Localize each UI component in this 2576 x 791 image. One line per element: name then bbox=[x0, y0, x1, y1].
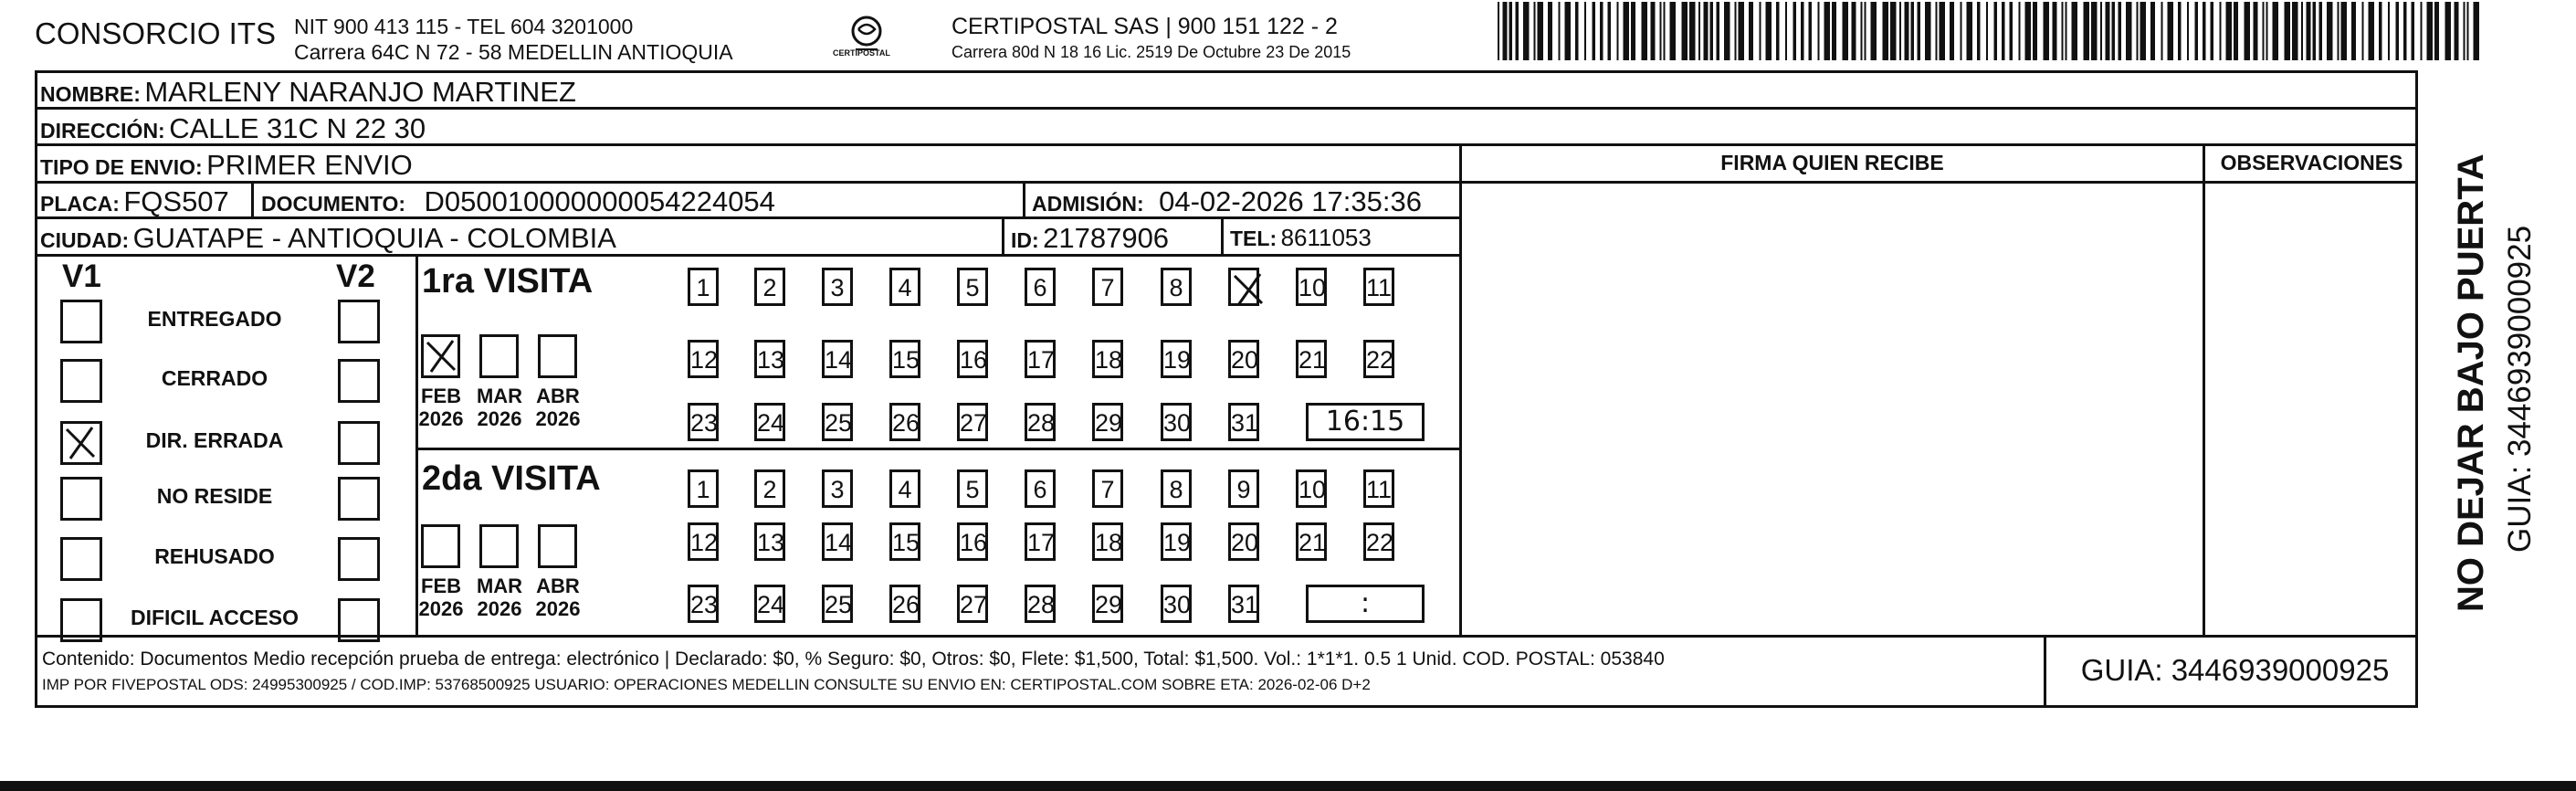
observaciones-area[interactable] bbox=[2205, 184, 2418, 635]
first-visit-day[interactable]: 14 bbox=[822, 340, 853, 378]
second-visit-day[interactable]: 6 bbox=[1025, 469, 1056, 508]
v2-checkbox[interactable] bbox=[338, 359, 380, 403]
nombre-label: NOMBRE: bbox=[40, 82, 141, 106]
second-visit-time[interactable]: : bbox=[1306, 585, 1425, 623]
first-visit-month-label: FEB 2026 bbox=[418, 385, 464, 430]
v2-checkbox[interactable] bbox=[338, 598, 380, 642]
second-visit-day[interactable]: 28 bbox=[1025, 585, 1056, 623]
second-visit-month-box[interactable] bbox=[538, 524, 577, 568]
first-visit-day[interactable]: 19 bbox=[1161, 340, 1192, 378]
v1-checkbox[interactable] bbox=[60, 477, 102, 521]
second-visit-day[interactable]: 27 bbox=[957, 585, 988, 623]
second-visit-day[interactable]: 19 bbox=[1161, 522, 1192, 561]
page-edge bbox=[0, 781, 2576, 791]
second-visit-day[interactable]: 4 bbox=[889, 469, 920, 508]
barcode-stripes-icon bbox=[1498, 2, 2488, 60]
v1-checkbox[interactable] bbox=[60, 537, 102, 581]
second-visit-day[interactable]: 20 bbox=[1228, 522, 1259, 561]
id-value: 21787906 bbox=[1043, 222, 1170, 254]
first-visit-day[interactable]: 11 bbox=[1363, 268, 1394, 306]
v2-checkbox[interactable] bbox=[338, 537, 380, 581]
second-visit-day[interactable]: 10 bbox=[1296, 469, 1327, 508]
second-visit-day[interactable]: 18 bbox=[1092, 522, 1123, 561]
firma-header: FIRMA QUIEN RECIBE bbox=[1720, 151, 1944, 174]
v1-checkbox[interactable] bbox=[60, 421, 102, 465]
status-option-label: NO RESIDE bbox=[156, 484, 273, 508]
first-visit-day[interactable]: 17 bbox=[1025, 340, 1056, 378]
first-visit-day[interactable]: 31 bbox=[1228, 403, 1259, 441]
nombre-value: MARLENY NARANJO MARTINEZ bbox=[144, 76, 576, 108]
second-visit-day[interactable]: 31 bbox=[1228, 585, 1259, 623]
second-visit-month-label: ABR 2026 bbox=[535, 575, 581, 620]
first-visit-day[interactable]: 28 bbox=[1025, 403, 1056, 441]
first-visit-month-box[interactable] bbox=[421, 334, 460, 378]
first-visit-day[interactable]: 18 bbox=[1092, 340, 1123, 378]
second-visit-title: 2da VISITA bbox=[422, 459, 601, 498]
documento-label: DOCUMENTO: bbox=[261, 192, 406, 216]
second-visit-day[interactable]: 1 bbox=[688, 469, 719, 508]
admision-cell bbox=[1032, 185, 1422, 218]
v1-checkbox[interactable] bbox=[60, 598, 102, 642]
second-visit-day[interactable]: 7 bbox=[1092, 469, 1123, 508]
first-visit-title: 1ra VISITA bbox=[422, 262, 594, 301]
first-visit-day[interactable]: 4 bbox=[889, 268, 920, 306]
direccion-value: CALLE 31C N 22 30 bbox=[169, 112, 426, 144]
company-name: CONSORCIO ITS bbox=[35, 16, 277, 50]
second-visit-day[interactable]: 21 bbox=[1296, 522, 1327, 561]
first-visit-day[interactable]: 10 bbox=[1296, 268, 1327, 306]
v1-label: V1 bbox=[62, 258, 101, 294]
direccion-row bbox=[40, 112, 426, 145]
second-visit-day[interactable]: 2 bbox=[754, 469, 785, 508]
second-visit-month-box[interactable] bbox=[479, 524, 519, 568]
side-guia: GUIA: 3446939000925 bbox=[2502, 225, 2538, 553]
second-visit-day[interactable]: 25 bbox=[822, 585, 853, 623]
footer-contents: Contenido: Documentos Medio recepción prueba de entrega: electrónico | Declarado: $0, % Seguro: $0, Otros: $0, Flete: $1,500, Total: $1,500. Vol.: 1*1*1. 0.5 1 Unid. COD. POSTAL: 053840 bbox=[42, 649, 1665, 670]
first-visit-day[interactable] bbox=[1228, 268, 1259, 306]
v2-checkbox[interactable] bbox=[338, 421, 380, 465]
v2-checkbox[interactable] bbox=[338, 477, 380, 521]
tipo-value: PRIMER ENVIO bbox=[206, 149, 413, 181]
second-visit-month-label: MAR 2026 bbox=[476, 575, 523, 620]
carrier-line2: Carrera 80d N 18 16 Lic. 2519 De Octubre 23 De 2015 bbox=[952, 43, 1351, 61]
tipo-row bbox=[40, 149, 413, 182]
second-visit-month-box[interactable] bbox=[421, 524, 460, 568]
documento-value: D050010000000054224054 bbox=[424, 185, 775, 217]
second-visit-day[interactable]: 29 bbox=[1092, 585, 1123, 623]
observaciones-header: OBSERVACIONES bbox=[2220, 151, 2403, 174]
company-line2: Carrera 64C N 72 - 58 MEDELLIN ANTIOQUIA bbox=[294, 40, 733, 64]
nombre-row bbox=[40, 76, 576, 109]
second-visit-day[interactable]: 13 bbox=[754, 522, 785, 561]
v1-checkbox[interactable] bbox=[60, 359, 102, 403]
documento-cell bbox=[261, 185, 775, 218]
logo-caption: CERTIPOSTAL bbox=[833, 48, 890, 58]
tel-value: 8611053 bbox=[1280, 224, 1372, 251]
second-visit-day[interactable]: 3 bbox=[822, 469, 853, 508]
admision-value: 04-02-2026 17:35:36 bbox=[1159, 185, 1422, 217]
firma-area[interactable] bbox=[1462, 184, 2203, 635]
status-option-label: ENTREGADO bbox=[147, 307, 282, 331]
footer-print-info: IMP POR FIVEPOSTAL ODS: 24995300925 / COD.IMP: 53768500925 USUARIO: OPERACIONES MEDELLIN CONSULTE SU ENVIO EN: CERTIPOSTAL.COM SOBRE ETA: 2026-02-06 D+2 bbox=[42, 676, 1371, 693]
first-visit-day[interactable]: 20 bbox=[1228, 340, 1259, 378]
first-visit-day[interactable]: 3 bbox=[822, 268, 853, 306]
v2-label: V2 bbox=[336, 258, 375, 294]
first-visit-month-box[interactable] bbox=[538, 334, 577, 378]
first-visit-day[interactable]: 6 bbox=[1025, 268, 1056, 306]
side-instruction: NO DEJAR BAJO PUERTA bbox=[2451, 153, 2491, 612]
first-visit-month-label: MAR 2026 bbox=[476, 385, 523, 430]
first-visit-day[interactable]: 15 bbox=[889, 340, 920, 378]
second-visit-day[interactable]: 15 bbox=[889, 522, 920, 561]
status-option-label: REHUSADO bbox=[154, 544, 275, 568]
first-visit-day[interactable]: 23 bbox=[688, 403, 719, 441]
second-visit-day[interactable]: 16 bbox=[957, 522, 988, 561]
first-visit-day[interactable]: 12 bbox=[688, 340, 719, 378]
second-visit-day[interactable]: 30 bbox=[1161, 585, 1192, 623]
company-line1: NIT 900 413 115 - TEL 604 3201000 bbox=[294, 15, 634, 38]
v2-checkbox[interactable] bbox=[338, 300, 380, 343]
first-visit-month-label: ABR 2026 bbox=[535, 385, 581, 430]
second-visit-day[interactable]: 14 bbox=[822, 522, 853, 561]
second-visit-day[interactable]: 17 bbox=[1025, 522, 1056, 561]
placa-label: PLACA: bbox=[40, 192, 120, 216]
tel-label: TEL: bbox=[1230, 227, 1277, 250]
id-cell bbox=[1011, 222, 1169, 255]
second-visit-day[interactable]: 8 bbox=[1161, 469, 1192, 508]
carrier-line1: CERTIPOSTAL SAS | 900 151 122 - 2 bbox=[952, 14, 1338, 39]
direccion-label: DIRECCIÓN: bbox=[40, 119, 165, 142]
first-visit-day[interactable]: 1 bbox=[688, 268, 719, 306]
first-visit-day[interactable]: 2 bbox=[754, 268, 785, 306]
first-visit-day[interactable]: 21 bbox=[1296, 340, 1327, 378]
first-visit-day[interactable]: 13 bbox=[754, 340, 785, 378]
first-visit-day[interactable]: 30 bbox=[1161, 403, 1192, 441]
admision-label: ADMISIÓN: bbox=[1032, 192, 1144, 216]
first-visit-day[interactable]: 24 bbox=[754, 403, 785, 441]
ciudad-cell bbox=[40, 222, 616, 255]
ciudad-label: CIUDAD: bbox=[40, 228, 130, 252]
second-visit-day[interactable]: 24 bbox=[754, 585, 785, 623]
placa-value: FQS507 bbox=[123, 185, 229, 217]
second-visit-day[interactable]: 11 bbox=[1363, 469, 1394, 508]
second-visit-day[interactable]: 26 bbox=[889, 585, 920, 623]
status-option-label: CERRADO bbox=[161, 366, 268, 390]
first-visit-day[interactable]: 26 bbox=[889, 403, 920, 441]
first-visit-day[interactable]: 16 bbox=[957, 340, 988, 378]
first-visit-day[interactable]: 27 bbox=[957, 403, 988, 441]
barcode bbox=[1498, 2, 2488, 60]
v1-checkbox[interactable] bbox=[60, 300, 102, 343]
first-visit-day[interactable]: 5 bbox=[957, 268, 988, 306]
first-visit-month-box[interactable] bbox=[479, 334, 519, 378]
second-visit-day[interactable]: 5 bbox=[957, 469, 988, 508]
second-visit-month-label: FEB 2026 bbox=[418, 575, 464, 620]
tipo-label: TIPO DE ENVIO: bbox=[40, 155, 203, 179]
first-visit-day[interactable]: 25 bbox=[822, 403, 853, 441]
tel-cell bbox=[1230, 224, 1372, 252]
second-visit-day[interactable]: 22 bbox=[1363, 522, 1394, 561]
status-option-label: DIFICIL ACCESO bbox=[130, 606, 299, 629]
second-visit-day[interactable]: 9 bbox=[1228, 469, 1259, 508]
id-label: ID: bbox=[1011, 228, 1039, 252]
second-visit-day[interactable]: 12 bbox=[688, 522, 719, 561]
status-option-label: DIR. ERRADA bbox=[145, 428, 284, 452]
first-visit-day[interactable]: 22 bbox=[1363, 340, 1394, 378]
first-visit-day[interactable]: 7 bbox=[1092, 268, 1123, 306]
footer-guia: GUIA: 3446939000925 bbox=[2080, 653, 2390, 687]
placa-cell bbox=[40, 185, 229, 218]
second-visit-day[interactable]: 23 bbox=[688, 585, 719, 623]
ciudad-value: GUATAPE - ANTIOQUIA - COLOMBIA bbox=[132, 222, 616, 254]
first-visit-time[interactable]: 16:15 bbox=[1306, 403, 1425, 441]
first-visit-day[interactable]: 29 bbox=[1092, 403, 1123, 441]
first-visit-day[interactable]: 8 bbox=[1161, 268, 1192, 306]
